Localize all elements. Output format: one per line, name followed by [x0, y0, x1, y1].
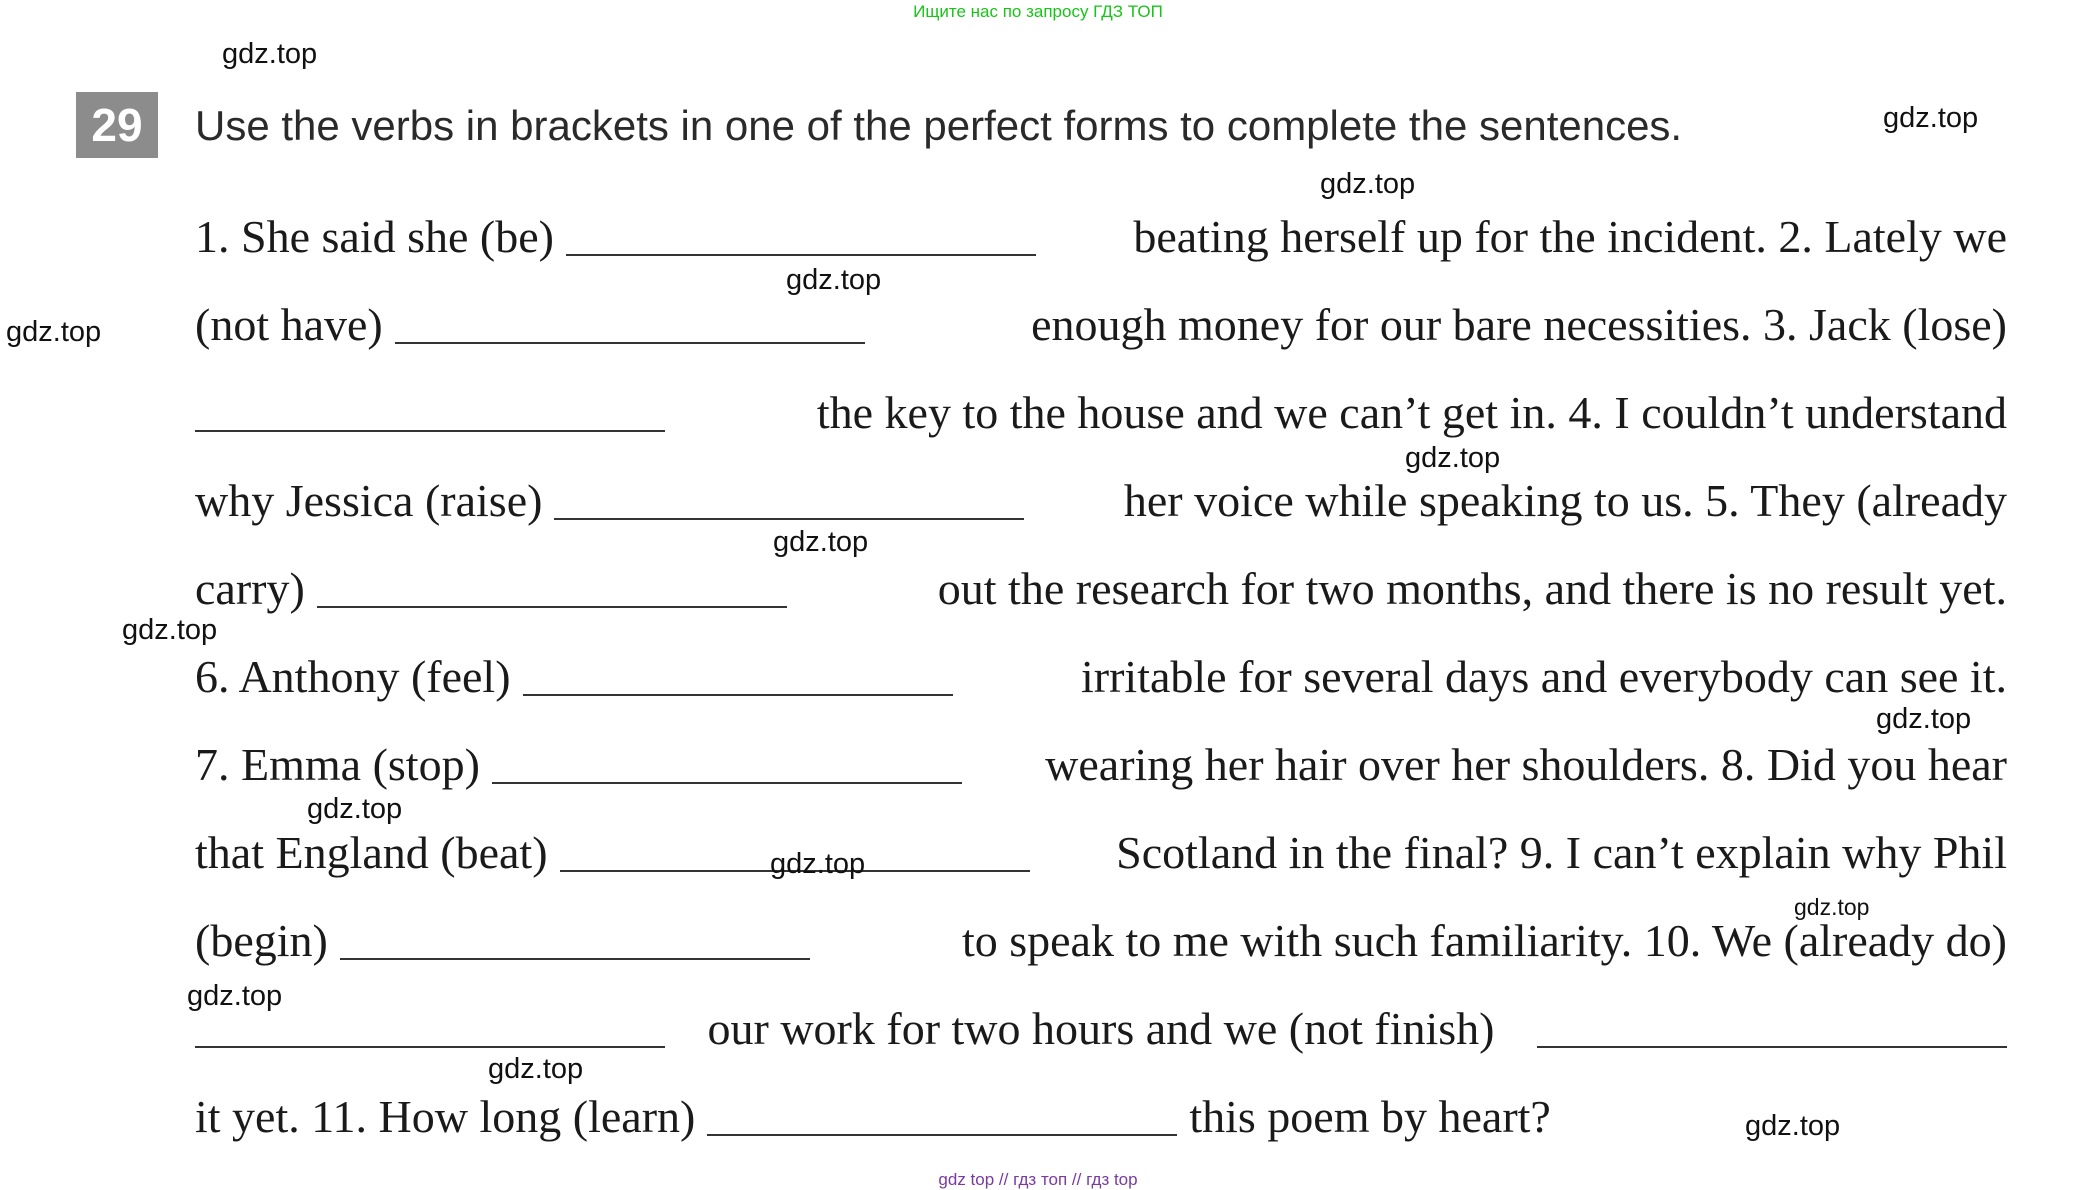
line-text: (not have)	[195, 299, 383, 350]
watermark: gdz.top	[222, 38, 318, 70]
answer-blank	[523, 694, 953, 696]
watermark: gdz.top	[1883, 102, 1979, 134]
line-text: 6. Anthony (feel)	[195, 651, 511, 702]
answer-blank	[395, 342, 865, 344]
line-text: Scotland in the final? 9. I can’t explain why Phil	[1116, 827, 2007, 878]
watermark: gdz.top	[307, 793, 403, 825]
sentence-line-9	[195, 914, 2007, 967]
line-text: that England (beat)	[195, 827, 548, 878]
answer-blank	[566, 254, 1036, 256]
sentence-line-4	[195, 474, 2007, 527]
sentence-line-7	[195, 738, 2007, 791]
sentence-line-10	[195, 1002, 2007, 1055]
watermark: gdz.top	[1876, 703, 1972, 735]
line-text: 1. She said she (be)	[195, 211, 554, 262]
answer-blank	[195, 1046, 665, 1048]
line-text: it yet. 11. How long (learn)	[195, 1091, 696, 1142]
sentence-line-1	[195, 210, 2007, 263]
bottom-banner[interactable]: gdz top // гдз топ // гдз top	[938, 1170, 1138, 1189]
watermark: gdz.top	[1320, 168, 1416, 200]
line-text: her voice while speaking to us. 5. They (already	[1123, 475, 2007, 526]
sentence-line-6	[195, 650, 2007, 703]
watermark: gdz.top	[786, 264, 882, 296]
sentence-line-11	[195, 1090, 2007, 1143]
line-text: why Jessica (raise)	[195, 475, 543, 526]
line-text: beating herself up for the incident. 2. Lately we	[1133, 211, 2007, 262]
answer-blank	[492, 782, 962, 784]
watermark: gdz.top	[770, 848, 866, 880]
answer-blank	[195, 430, 665, 432]
line-text: wearing her hair over her shoulders. 8. Did you hear	[1045, 739, 2007, 790]
line-text: (begin)	[195, 915, 328, 966]
answer-blank	[317, 606, 787, 608]
line-text: to speak to me with such familiarity. 10. We (already do)	[961, 915, 2007, 966]
line-text: irritable for several days and everybody can see it.	[1081, 651, 2007, 702]
watermark: gdz.top	[1794, 894, 1870, 920]
line-text: our work for two hours and we (not finish)	[707, 1003, 1495, 1054]
line-text: the key to the house and we can’t get in. 4. I couldn’t understand	[816, 387, 2007, 438]
watermark: gdz.top	[488, 1053, 584, 1085]
watermark: gdz.top	[187, 980, 283, 1012]
watermark: gdz.top	[1745, 1110, 1841, 1142]
exercise-instruction: Use the verbs in brackets in one of the perfect forms to complete the sentences.	[195, 102, 1683, 149]
line-text: 7. Emma (stop)	[195, 739, 480, 790]
line-text: this poem by heart?	[1189, 1091, 1551, 1142]
sentence-line-8	[195, 826, 2007, 879]
answer-blank	[1537, 1046, 2007, 1048]
top-banner[interactable]: Ищите нас по запросу ГДЗ ТОП	[913, 2, 1163, 21]
line-text: out the research for two months, and there is no result yet.	[937, 563, 2007, 614]
answer-blank	[340, 958, 810, 960]
line-text: enough money for our bare necessities. 3. Jack (lose)	[1031, 299, 2007, 350]
sentence-line-3	[195, 386, 2007, 439]
watermark: gdz.top	[773, 526, 869, 558]
watermark: gdz.top	[122, 614, 218, 646]
exercise-number-badge: 29	[76, 92, 158, 158]
sentence-line-5	[195, 562, 2007, 615]
watermark: gdz.top	[1405, 442, 1501, 474]
line-text: carry)	[195, 563, 305, 614]
watermark: gdz.top	[6, 316, 102, 348]
answer-blank	[707, 1134, 1177, 1136]
sentence-line-2	[195, 298, 2007, 351]
answer-blank	[554, 518, 1024, 520]
